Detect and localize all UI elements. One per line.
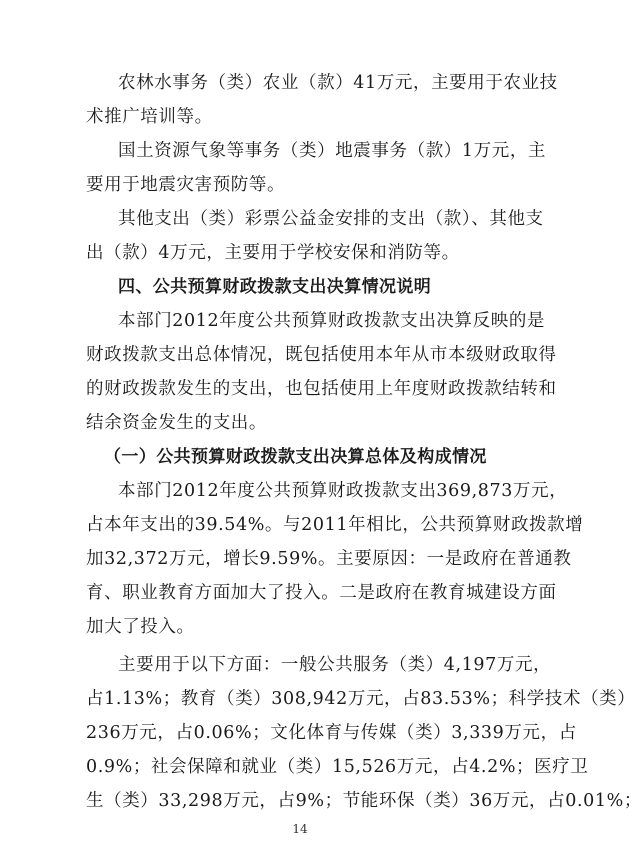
section-heading: 四、公共预算财政拨款支出决算情况说明	[118, 277, 432, 297]
paragraph-line: 占1.13%；教育（类）308,942万元，占83.53%；科学技术（类）	[86, 689, 636, 709]
paragraph-line: 的财政拨款发生的支出，也包括使用上年度财政拨款结转和	[86, 379, 557, 399]
paragraph-line: 本部门2012年度公共预算财政拨款支出决算反映的是	[118, 311, 546, 331]
paragraph-line: 占本年支出的39.54%。与2011年相比，公共预算财政拨款增	[86, 515, 584, 535]
paragraph-line: 结余资金发生的支出。	[86, 413, 267, 433]
paragraph-line: 财政拨款支出总体情况，既包括使用本年从市本级财政取得	[86, 345, 557, 365]
paragraph-line: 加32,372万元，增长9.59%。主要原因：一是政府在普通教	[86, 549, 572, 569]
paragraph-line: 国土资源气象等事务（类）地震事务（款）1万元，主	[118, 141, 547, 161]
paragraph-line: 生（类）33,298万元，占9%；节能环保（类）36万元，占0.01%；	[86, 791, 642, 811]
paragraph-line: 育、职业教育方面加大了投入。二是政府在教育城建设方面	[86, 583, 557, 603]
paragraph-line: 0.9%；社会保障和就业（类）15,526万元，占4.2%；医疗卫	[86, 757, 589, 777]
page-number: 14	[292, 822, 308, 836]
paragraph-line: 农林水事务（类）农业（款）41万元，主要用于农业技	[118, 73, 558, 93]
paragraph-line: 本部门2012年度公共预算财政拨款支出369,873万元，	[118, 481, 568, 501]
paragraph-line: 加大了投入。	[86, 617, 195, 637]
sub-heading: （一）公共预算财政拨款支出决算总体及构成情况	[104, 447, 487, 467]
paragraph-line: 236万元，占0.06%；文化体育与传媒（类）3,339万元，占	[86, 723, 577, 743]
paragraph-line: 其他支出（类）彩票公益金安排的支出（款）、其他支	[118, 209, 544, 229]
paragraph-line: 要用于地震灾害预防等。	[86, 175, 286, 195]
paragraph-line: 术推广培训等。	[86, 107, 213, 127]
paragraph-line: 主要用于以下方面：一般公共服务（类）4,197万元，	[118, 655, 552, 675]
paragraph-line: 出（款）4万元，主要用于学校安保和消防等。	[86, 243, 460, 263]
